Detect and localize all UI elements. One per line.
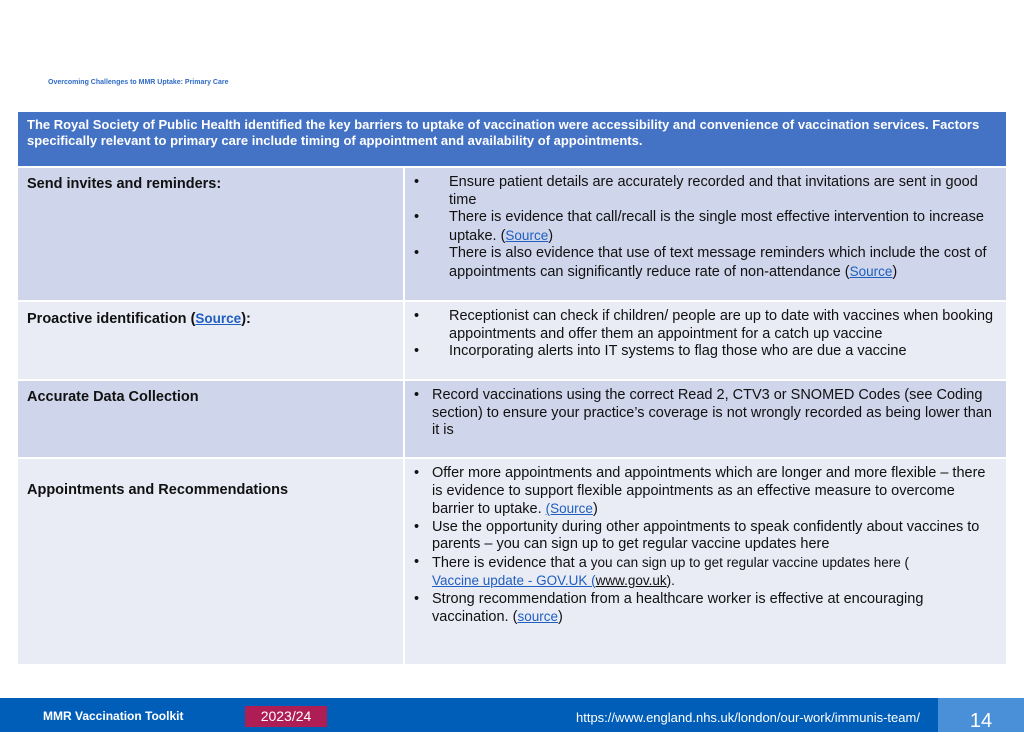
row-content: [405, 302, 1006, 381]
footer-title: MMR Vaccination Toolkit: [43, 709, 184, 723]
table-row-proactive: [18, 300, 1006, 381]
footer-bar: [0, 698, 1024, 732]
item-text-after: ): [548, 227, 554, 244]
list-item: [414, 591, 997, 627]
bullet-list: [414, 387, 997, 440]
footer-url-link[interactable]: https://www.england.nhs.uk/london/our-work/immunis-team/: [576, 710, 920, 725]
list-item: [414, 245, 997, 281]
source-link[interactable]: Source: [505, 227, 549, 243]
source-link[interactable]: source: [517, 609, 558, 624]
item-text: There is evidence that call/recall is the single most effective intervention to increase uptake. (: [449, 209, 984, 244]
intro-banner: The Royal Society of Public Health identified the key barriers to uptake of vaccination were accessibility and convenience of vaccination services. Factors specifically relevant to primary care include timing of appointment and availability of appointments.: [18, 112, 1006, 166]
label-text: Appointments and Recommendations: [27, 482, 289, 498]
row-content: [405, 381, 1006, 459]
row-content: [405, 168, 1006, 300]
row-label: Send invites and reminders:: [18, 168, 405, 300]
bullet-list: [414, 465, 997, 627]
bullet-list: [414, 174, 997, 281]
list-item: [414, 465, 997, 519]
item-text: There is also evidence that use of text message reminders which include the cost of appointments can significantly reduce rate of non-attendance (: [449, 245, 987, 280]
item-text: Ensure patient details are accurately recorded and that invitations are sent in good time: [449, 174, 978, 208]
bullet-list: [414, 308, 997, 361]
list-item: [414, 308, 997, 343]
gov-link[interactable]: www.gov.uk: [595, 573, 667, 588]
list-item: [414, 519, 997, 554]
source-link[interactable]: Source: [849, 263, 893, 279]
table-row-invites: [18, 168, 1006, 300]
item-text: There is evidence that a: [432, 554, 591, 571]
item-text-after: ).: [666, 573, 675, 588]
list-item: [414, 554, 997, 591]
list-item: [414, 387, 997, 440]
item-text-after: ): [557, 609, 563, 625]
list-item: [414, 174, 997, 209]
source-link[interactable]: (Source: [545, 501, 593, 516]
item-text: Record vaccinations using the correct Read 2, CTV3 or SNOMED Codes (see Coding section) to ensure your practice’s coverage is not wrongly recorded as being lower than it is: [432, 387, 992, 438]
row-label: Accurate Data Collection: [18, 381, 405, 459]
page-number: 14: [938, 698, 1024, 732]
year-badge: 2023/24: [245, 706, 327, 727]
item-text: Offer more appointments and appointments which are longer and more flexible – there is evidence to support flexible appointments as an effective measure to overcome barrier to uptake.: [432, 465, 986, 517]
item-text-after: ): [892, 263, 898, 280]
label-text: Proactive identification (: [27, 311, 196, 327]
row-content: [405, 459, 1006, 664]
item-text: Receptionist can check if children/ people are up to date with vaccines when booking appointments and offer them an appointment for a catch up vaccine: [449, 308, 994, 342]
label-text-after: ):: [241, 311, 251, 327]
source-link[interactable]: Vaccine update - GOV.UK (: [432, 573, 596, 588]
item-text: Incorporating alerts into IT systems to flag those who are due a vaccine: [449, 343, 907, 359]
table-row-appointments: [18, 457, 1006, 664]
row-label: [18, 302, 405, 381]
list-item: [414, 209, 997, 245]
table-row-data-collection: [18, 379, 1006, 459]
slide-title: Overcoming Challenges to MMR Uptake: Primary Care: [48, 79, 229, 86]
row-label: [18, 459, 405, 664]
item-text: Use the opportunity during other appointments to speak confidently about vaccines to parents – you can sign up to get regular vaccine updates here: [432, 518, 980, 552]
item-text-small: you can sign up to get regular vaccine updates here (: [590, 554, 909, 570]
source-link[interactable]: Source: [195, 311, 242, 326]
item-text-after: ): [592, 501, 598, 517]
item-text: Strong recommendation from a healthcare worker is effective at encouraging vaccination. (: [432, 590, 924, 625]
list-item: [414, 343, 997, 361]
